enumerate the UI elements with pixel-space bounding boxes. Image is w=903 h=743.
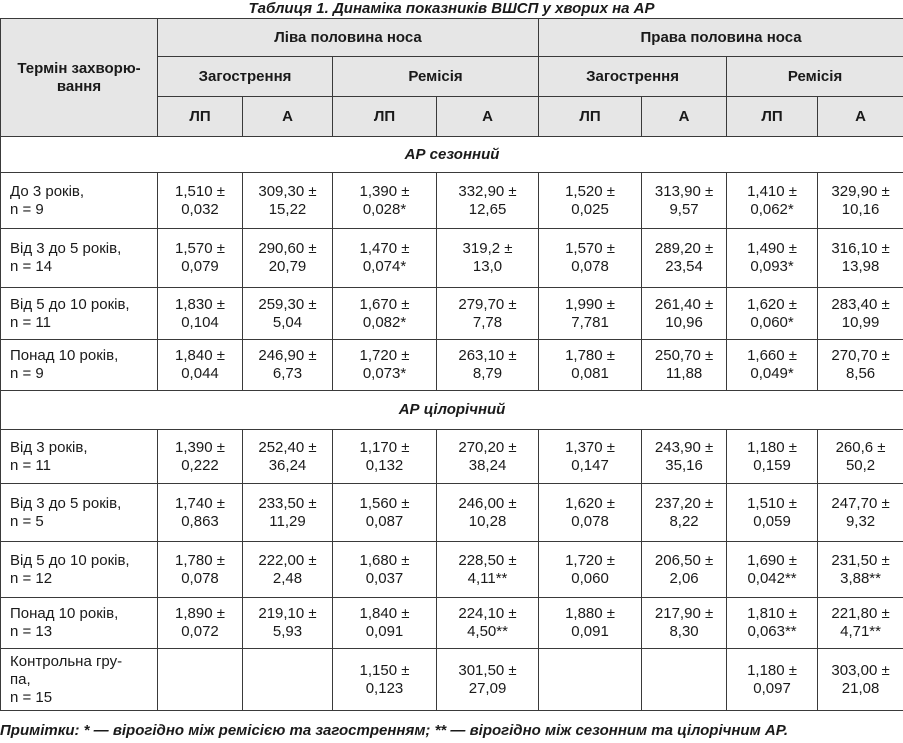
value-error: 8,22 — [669, 512, 699, 530]
value-cell — [333, 649, 437, 711]
value-error: 0,081 — [571, 365, 609, 382]
value-error: 0,091 — [571, 623, 609, 640]
value-cell — [333, 288, 437, 340]
header-a: А — [642, 97, 727, 137]
value-mean: 1,570 ± — [565, 240, 616, 257]
value-error: 0,082* — [362, 313, 407, 331]
term-line: n = 15 — [10, 688, 53, 706]
value-cell — [437, 430, 539, 484]
value-mean: 1,680 ± — [359, 551, 410, 569]
term-cell — [1, 340, 158, 391]
value-cell — [158, 484, 243, 542]
value-cell — [333, 430, 437, 484]
value-mean: 1,720 ± — [565, 551, 616, 569]
value-mean: 231,50 ± — [831, 551, 890, 569]
value-error: 2,48 — [272, 569, 303, 587]
value-error: 0,097 — [753, 679, 791, 697]
value-mean: 270,20 ± — [458, 438, 517, 456]
value-error: 0,037 — [365, 569, 404, 587]
value-error: 0,123 — [365, 679, 404, 697]
value-error: 0,032 — [181, 200, 219, 218]
value-mean: 1,720 ± — [359, 347, 410, 364]
value-mean: 259,30 ± — [258, 295, 317, 313]
value-mean: 1,570 ± — [175, 240, 225, 257]
value-mean: 1,620 ± — [565, 494, 616, 512]
value-error: 8,79 — [472, 365, 503, 382]
term-cell — [1, 484, 158, 542]
value-mean: 224,10 ± — [458, 605, 517, 622]
term-line: До 3 років, — [10, 182, 85, 200]
value-error: 0,063** — [747, 623, 797, 640]
value-cell — [333, 340, 437, 391]
value-mean: 1,670 ± — [359, 295, 410, 313]
value-cell — [539, 340, 642, 391]
value-mean: 301,50 ± — [458, 661, 517, 679]
value-cell — [158, 288, 243, 340]
term-cell — [1, 430, 158, 484]
value-cell — [243, 649, 333, 711]
value-mean: 319,2 ± — [462, 240, 513, 257]
value-cell — [818, 542, 903, 598]
value-mean: 290,60 ± — [258, 240, 317, 257]
value-cell — [539, 229, 642, 288]
term-line: n = 12 — [10, 569, 53, 587]
value-mean: 1,370 ± — [565, 438, 616, 456]
term-line: Від 3 до 5 років, — [10, 494, 122, 512]
value-cell — [158, 430, 243, 484]
value-cell — [437, 649, 539, 711]
value-error: 50,2 — [845, 456, 876, 474]
header-a: А — [243, 97, 333, 137]
value-mean: 217,90 ± — [654, 605, 714, 622]
value-mean: 252,40 ± — [258, 438, 317, 456]
value-cell — [642, 173, 727, 229]
value-error: 23,54 — [665, 258, 703, 275]
value-error: 4,11** — [467, 569, 508, 587]
value-mean: 279,70 ± — [458, 295, 517, 313]
value-error: 0,028* — [362, 200, 407, 218]
value-error: 35,16 — [665, 456, 703, 474]
term-line: n = 13 — [10, 623, 53, 640]
value-mean: 1,620 ± — [747, 295, 798, 313]
value-error: 21,08 — [841, 679, 880, 697]
value-mean: 313,90 ± — [654, 182, 714, 200]
value-mean: 1,490 ± — [747, 240, 798, 257]
table-row — [1, 340, 903, 391]
value-error: 0,159 — [753, 456, 791, 474]
header-left-half: Ліва половина носа — [158, 19, 539, 57]
value-mean: 1,780 ± — [175, 551, 225, 569]
value-cell — [642, 340, 727, 391]
table-note: Примітки: * — вірогідно між ремісією та загостренням; ** — вірогідно між сезонним та цілорічним АР. — [0, 722, 788, 739]
value-mean: 329,90 ± — [831, 182, 890, 200]
value-mean: 228,50 ± — [458, 551, 517, 569]
term-line: Від 3 років, — [10, 438, 88, 456]
value-cell — [243, 229, 333, 288]
value-mean: 270,70 ± — [831, 347, 890, 364]
value-error: 0,072 — [181, 623, 219, 640]
value-error: 36,24 — [268, 456, 307, 474]
value-cell — [818, 598, 903, 649]
data-table — [0, 18, 903, 711]
value-mean: 1,510 ± — [747, 494, 798, 512]
header-left-remission: Ремісія — [333, 57, 539, 97]
value-error: 7,78 — [472, 313, 503, 331]
value-cell — [243, 430, 333, 484]
value-mean: 1,470 ± — [359, 240, 410, 257]
value-cell — [158, 542, 243, 598]
value-error: 0,060* — [750, 313, 794, 331]
value-cell — [818, 649, 903, 711]
value-mean: 246,00 ± — [458, 494, 517, 512]
term-line: Від 5 до 10 років, — [10, 551, 130, 569]
value-cell — [642, 229, 727, 288]
value-cell — [158, 229, 243, 288]
value-mean: 1,390 ± — [359, 182, 410, 200]
value-cell — [642, 598, 727, 649]
term-cell — [1, 288, 158, 340]
value-mean: 206,50 ± — [654, 551, 714, 569]
value-error: 0,062* — [750, 200, 794, 218]
value-error: 0,087 — [365, 512, 404, 530]
value-cell — [243, 598, 333, 649]
value-error: 10,96 — [665, 313, 703, 331]
header-right-exacerbation: Загострення — [539, 57, 727, 97]
value-error: 0,042** — [747, 569, 797, 587]
header-right-half: Права половина носа — [539, 19, 903, 57]
value-cell — [333, 484, 437, 542]
value-error: 3,88** — [840, 569, 881, 587]
term-line: n = 9 — [10, 365, 44, 382]
value-mean: 309,30 ± — [258, 182, 317, 200]
value-cell — [437, 288, 539, 340]
value-error: 0,073* — [362, 365, 407, 382]
section-title: АР цілорічний — [1, 391, 903, 430]
value-error: 0,074* — [362, 258, 407, 275]
value-error: 9,32 — [845, 512, 876, 530]
value-cell — [727, 542, 818, 598]
value-mean: 1,170 ± — [359, 438, 410, 456]
value-cell — [642, 542, 727, 598]
value-error: 12,65 — [468, 200, 507, 218]
value-mean: 1,150 ± — [359, 661, 410, 679]
value-cell — [818, 173, 903, 229]
header-a: А — [437, 97, 539, 137]
value-cell — [333, 542, 437, 598]
value-mean: 1,810 ± — [747, 605, 798, 622]
value-cell — [818, 288, 903, 340]
value-cell — [727, 340, 818, 391]
value-cell — [243, 340, 333, 391]
value-cell — [727, 430, 818, 484]
value-error: 4,50** — [467, 623, 508, 640]
value-error: 0,093* — [750, 258, 794, 275]
header-term: Термін захворю-вання — [1, 19, 158, 137]
value-mean: 246,90 ± — [258, 347, 317, 364]
value-error: 0,078 — [571, 258, 609, 275]
value-error: 0,049* — [750, 365, 794, 382]
value-mean: 1,840 ± — [175, 347, 225, 364]
header-lp: ЛП — [539, 97, 642, 137]
term-cell — [1, 649, 158, 711]
value-mean: 332,90 ± — [458, 182, 517, 200]
value-cell — [158, 649, 243, 711]
value-cell — [727, 288, 818, 340]
value-cell — [727, 598, 818, 649]
value-mean: 1,660 ± — [747, 347, 798, 364]
header-right-remission: Ремісія — [727, 57, 903, 97]
value-cell — [818, 229, 903, 288]
value-error: 0,060 — [571, 569, 609, 587]
value-error: 7,781 — [571, 313, 609, 331]
value-mean: 261,40 ± — [654, 295, 714, 313]
value-mean: 1,510 ± — [175, 182, 225, 200]
value-mean: 237,20 ± — [654, 494, 714, 512]
table-row — [1, 649, 903, 711]
value-mean: 1,410 ± — [747, 182, 798, 200]
value-error: 15,22 — [268, 200, 307, 218]
value-error: 0,025 — [571, 200, 609, 218]
term-line: Контрольна гру- — [10, 652, 123, 670]
value-mean: 1,830 ± — [175, 295, 225, 313]
value-cell — [539, 598, 642, 649]
value-cell — [642, 649, 727, 711]
value-error: 38,24 — [468, 456, 507, 474]
value-mean: 1,690 ± — [747, 551, 798, 569]
value-cell — [437, 340, 539, 391]
value-error: 0,059 — [753, 512, 791, 530]
value-cell — [333, 598, 437, 649]
header-lp: ЛП — [333, 97, 437, 137]
value-mean: 247,70 ± — [831, 494, 890, 512]
value-cell — [818, 484, 903, 542]
value-cell — [539, 288, 642, 340]
term-line: n = 11 — [10, 313, 52, 331]
value-mean: 260,6 ± — [835, 438, 886, 456]
term-line: Понад 10 років, — [10, 347, 119, 364]
table-row — [1, 430, 903, 484]
table-row — [1, 229, 903, 288]
value-mean: 289,20 ± — [654, 240, 714, 257]
value-error: 20,79 — [268, 258, 307, 275]
value-mean: 1,880 ± — [565, 605, 616, 622]
value-cell — [158, 340, 243, 391]
value-cell — [727, 173, 818, 229]
value-error: 27,09 — [468, 679, 507, 697]
header-lp: ЛП — [158, 97, 243, 137]
value-error: 8,56 — [845, 365, 876, 382]
value-cell — [539, 484, 642, 542]
value-cell — [539, 542, 642, 598]
value-error: 0,104 — [181, 313, 219, 331]
value-error: 13,0 — [472, 258, 503, 275]
value-mean: 219,10 ± — [258, 605, 317, 622]
term-line: n = 9 — [10, 200, 44, 218]
value-cell — [158, 173, 243, 229]
value-error: 6,73 — [272, 365, 303, 382]
value-error: 5,93 — [272, 623, 303, 640]
value-cell — [243, 173, 333, 229]
value-mean: 283,40 ± — [831, 295, 890, 313]
value-cell — [727, 649, 818, 711]
value-mean: 1,890 ± — [175, 605, 225, 622]
term-cell — [1, 173, 158, 229]
value-mean: 1,520 ± — [565, 182, 616, 200]
value-error: 0,863 — [181, 512, 219, 530]
value-cell — [818, 340, 903, 391]
value-cell — [437, 598, 539, 649]
value-error: 8,30 — [669, 623, 699, 640]
value-cell — [818, 430, 903, 484]
term-line: n = 11 — [10, 456, 52, 474]
value-error: 0,078 — [181, 569, 219, 587]
value-cell — [437, 542, 539, 598]
table-row — [1, 598, 903, 649]
table-caption: Таблиця 1. Динаміка показників ВШСП у хворих на АР — [248, 0, 655, 17]
term-line: Від 5 до 10 років, — [10, 295, 130, 313]
value-cell — [642, 288, 727, 340]
term-line: Понад 10 років, — [10, 605, 119, 622]
value-mean: 1,560 ± — [359, 494, 410, 512]
value-mean: 316,10 ± — [831, 240, 890, 257]
header-lp: ЛП — [727, 97, 818, 137]
value-cell — [539, 649, 642, 711]
table-row — [1, 288, 903, 340]
value-mean: 1,990 ± — [565, 295, 616, 313]
section-title: АР сезонний — [1, 137, 903, 173]
value-error: 0,091 — [365, 623, 404, 640]
value-error: 0,147 — [571, 456, 609, 474]
value-mean: 1,780 ± — [565, 347, 616, 364]
value-error: 11,29 — [269, 512, 306, 530]
value-mean: 221,80 ± — [831, 605, 890, 622]
value-cell — [642, 484, 727, 542]
value-cell — [437, 173, 539, 229]
value-cell — [539, 430, 642, 484]
value-mean: 243,90 ± — [654, 438, 714, 456]
value-error: 11,88 — [665, 365, 703, 382]
value-cell — [437, 229, 539, 288]
term-line: па, — [10, 670, 31, 688]
table-row — [1, 173, 903, 229]
header-a: А — [818, 97, 903, 137]
value-mean: 1,180 ± — [747, 438, 798, 456]
value-error: 13,98 — [841, 258, 880, 275]
header-left-exacerbation: Загострення — [158, 57, 333, 97]
value-mean: 1,740 ± — [175, 494, 225, 512]
value-mean: 222,00 ± — [258, 551, 317, 569]
value-error: 4,71** — [840, 623, 881, 640]
value-error: 5,04 — [272, 313, 303, 331]
table-row — [1, 484, 903, 542]
value-error: 0,078 — [571, 512, 609, 530]
term-cell — [1, 229, 158, 288]
value-cell — [727, 484, 818, 542]
value-cell — [642, 430, 727, 484]
value-cell — [437, 484, 539, 542]
term-cell — [1, 598, 158, 649]
value-mean: 250,70 ± — [654, 347, 714, 364]
value-mean: 303,00 ± — [831, 661, 890, 679]
value-error: 9,57 — [669, 200, 699, 218]
value-cell — [243, 542, 333, 598]
term-line: n = 14 — [10, 258, 53, 275]
value-error: 10,16 — [841, 200, 880, 218]
value-mean: 1,840 ± — [359, 605, 410, 622]
value-cell — [333, 173, 437, 229]
value-cell — [539, 173, 642, 229]
value-error: 0,044 — [181, 365, 219, 382]
value-cell — [243, 288, 333, 340]
value-error: 0,222 — [181, 456, 219, 474]
value-error: 0,079 — [181, 258, 219, 275]
value-error: 0,132 — [365, 456, 404, 474]
value-mean: 1,390 ± — [175, 438, 225, 456]
table-row — [1, 542, 903, 598]
value-mean: 263,10 ± — [458, 347, 517, 364]
value-error: 10,99 — [841, 313, 880, 331]
value-error: 10,28 — [468, 512, 507, 530]
value-mean: 1,180 ± — [747, 661, 798, 679]
value-cell — [158, 598, 243, 649]
value-mean: 233,50 ± — [258, 494, 317, 512]
term-cell — [1, 542, 158, 598]
value-cell — [243, 484, 333, 542]
value-cell — [727, 229, 818, 288]
value-error: 2,06 — [669, 569, 699, 587]
value-cell — [333, 229, 437, 288]
term-line: Від 3 до 5 років, — [10, 240, 122, 257]
term-line: n = 5 — [10, 512, 44, 530]
